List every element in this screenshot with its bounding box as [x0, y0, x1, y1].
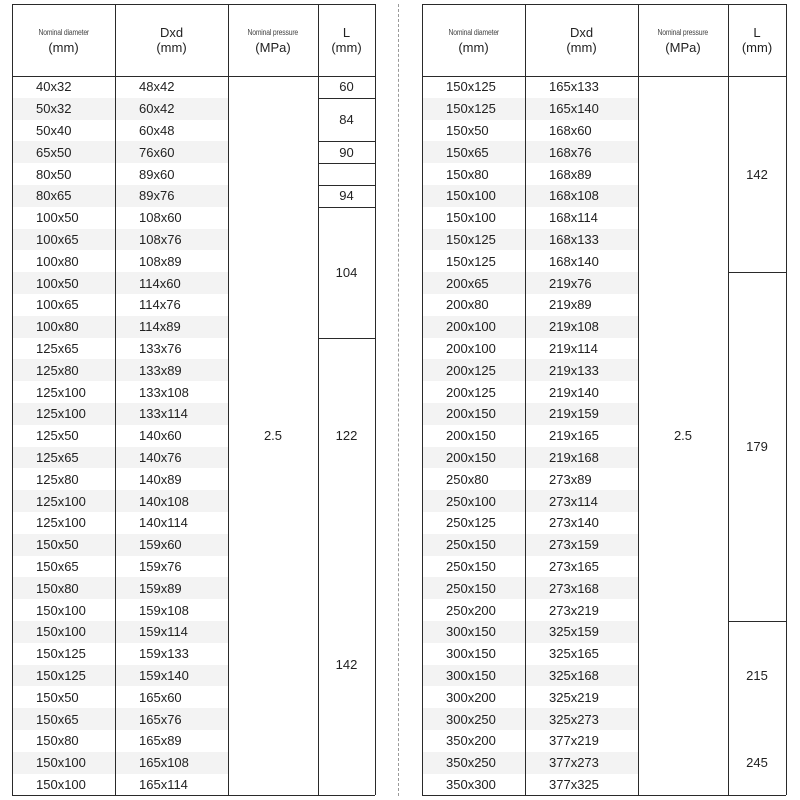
nominal-diameter-cell: 50x32 [36, 101, 72, 117]
header-unit: (mm) [331, 40, 362, 55]
header-unit: (MPa) [255, 40, 291, 55]
nominal-diameter-cell: 125x80 [36, 471, 79, 487]
dxd-cell: 133x114 [139, 406, 188, 422]
dxd-cell: 114x76 [139, 297, 181, 313]
dxd-cell: 168x89 [549, 166, 592, 182]
dxd-cell: 60x42 [139, 101, 175, 117]
dxd-cell: 219x133 [549, 362, 599, 378]
length-cell: 215 [728, 621, 786, 730]
nominal-diameter-cell: 150x65 [36, 558, 79, 574]
header-cell [115, 4, 228, 76]
dxd-cell: 377x273 [549, 755, 599, 771]
dxd-cell: 133x108 [139, 384, 189, 400]
nominal-diameter-cell: 40x32 [36, 79, 72, 95]
nominal-diameter-cell: 250x100 [446, 493, 496, 509]
nominal-diameter-cell: 150x100 [446, 188, 496, 204]
dxd-cell: 165x108 [139, 755, 189, 771]
nominal-diameter-cell: 150x125 [36, 667, 86, 683]
length-cell: 142 [318, 534, 375, 796]
nominal-diameter-cell: 100x50 [36, 210, 79, 226]
length-cell: 60 [318, 76, 375, 98]
nominal-diameter-cell: 100x65 [36, 231, 79, 247]
nominal-diameter-cell: 125x100 [36, 406, 86, 422]
dxd-cell: 168x133 [549, 231, 599, 247]
dxd-cell: 114x89 [139, 319, 181, 335]
dxd-cell: 377x219 [549, 733, 599, 749]
column-border [12, 4, 13, 795]
nominal-diameter-cell: 125x100 [36, 515, 86, 531]
column-border [375, 4, 376, 795]
length-cell: 104 [318, 207, 375, 338]
dxd-cell: 159x114 [139, 624, 188, 640]
dxd-cell: 140x76 [139, 449, 182, 465]
dxd-cell: 325x165 [549, 646, 599, 662]
nominal-diameter-cell: 300x200 [446, 689, 496, 705]
header-label: Nominal diameter [448, 28, 499, 37]
header-unit: (mm) [458, 40, 489, 55]
table-border-bottom [422, 795, 786, 796]
dxd-cell: 108x60 [139, 210, 182, 226]
nominal-diameter-cell: 125x65 [36, 340, 79, 356]
dxd-cell: 140x60 [139, 428, 182, 444]
dxd-cell: 159x108 [139, 602, 189, 618]
column-border [525, 4, 526, 795]
nominal-diameter-cell: 150x100 [446, 210, 496, 226]
group-border [318, 207, 375, 208]
length-cell [318, 163, 375, 185]
header-unit: (mm) [741, 40, 773, 55]
header-label: L [342, 25, 351, 40]
header-cell [318, 4, 375, 76]
nominal-diameter-cell: 200x125 [446, 362, 496, 378]
nominal-diameter-cell: 350x250 [446, 755, 496, 771]
dxd-cell: 273x89 [549, 471, 592, 487]
nominal-diameter-cell: 150x80 [36, 580, 79, 596]
nominal-diameter-cell: 250x200 [446, 602, 496, 618]
nominal-diameter-cell: 150x50 [36, 537, 79, 553]
header-label: Nominal diameter [38, 28, 89, 37]
group-border [728, 621, 786, 622]
group-border [318, 141, 375, 142]
group-border [318, 185, 375, 186]
nominal-diameter-cell: 100x80 [36, 319, 79, 335]
nominal-diameter-cell: 150x125 [446, 231, 496, 247]
table-border-header [422, 76, 786, 77]
nominal-pressure-cell: 2.5 [638, 76, 728, 795]
header-cell [525, 4, 638, 76]
nominal-diameter-cell: 200x125 [446, 384, 496, 400]
dxd-cell: 140x114 [139, 515, 188, 531]
nominal-diameter-cell: 150x125 [36, 646, 86, 662]
dxd-cell: 165x60 [139, 689, 182, 705]
dxd-cell: 377x325 [549, 776, 599, 792]
dxd-cell: 273x114 [549, 493, 598, 509]
nominal-diameter-cell: 100x50 [36, 275, 79, 291]
dxd-cell: 219x108 [549, 319, 599, 335]
column-border [115, 4, 116, 795]
dxd-cell: 273x219 [549, 602, 599, 618]
header-label: Nominal pressure [247, 28, 299, 37]
dxd-cell: 159x89 [139, 580, 182, 596]
header-label: L [753, 25, 761, 40]
dxd-cell: 159x140 [139, 667, 189, 683]
length-cell: 142 [728, 76, 786, 272]
dxd-cell: 168x140 [549, 253, 599, 269]
dxd-cell: 219x114 [549, 340, 598, 356]
nominal-diameter-cell: 350x300 [446, 776, 496, 792]
nominal-diameter-cell: 80x65 [36, 188, 72, 204]
nominal-diameter-cell: 125x65 [36, 449, 79, 465]
dxd-cell: 165x114 [139, 776, 188, 792]
nominal-diameter-cell: 250x150 [446, 580, 496, 596]
nominal-diameter-cell: 100x80 [36, 253, 79, 269]
dxd-cell: 219x159 [549, 406, 599, 422]
nominal-diameter-cell: 150x125 [446, 253, 496, 269]
nominal-pressure-cell: 2.5 [228, 76, 318, 795]
dxd-cell: 165x89 [139, 733, 182, 749]
dxd-cell: 159x76 [139, 558, 182, 574]
dxd-cell: 219x165 [549, 428, 599, 444]
dxd-cell: 168x108 [549, 188, 599, 204]
dxd-cell: 133x76 [139, 340, 182, 356]
dxd-cell: 89x76 [139, 188, 175, 204]
nominal-diameter-cell: 300x150 [446, 646, 496, 662]
dxd-cell: 273x159 [549, 537, 599, 553]
header-cell [638, 4, 728, 76]
nominal-diameter-cell: 250x80 [446, 471, 489, 487]
length-cell: 179 [728, 272, 786, 621]
nominal-diameter-cell: 150x80 [446, 166, 489, 182]
header-cell [422, 4, 525, 76]
header-label: Dxd [569, 25, 594, 40]
nominal-diameter-cell: 125x80 [36, 362, 79, 378]
dxd-cell: 165x140 [549, 101, 599, 117]
nominal-diameter-cell: 150x50 [36, 689, 79, 705]
nominal-diameter-cell: 150x65 [446, 144, 489, 160]
table-border-header [12, 76, 375, 77]
table-border-top [12, 4, 375, 5]
nominal-diameter-cell: 200x150 [446, 406, 496, 422]
group-border [728, 272, 786, 273]
dxd-cell: 159x133 [139, 646, 189, 662]
nominal-diameter-cell: 125x50 [36, 428, 79, 444]
column-border [728, 4, 729, 795]
nominal-diameter-cell: 50x40 [36, 122, 72, 138]
nominal-diameter-cell: 250x150 [446, 558, 496, 574]
header-unit: (MPa) [665, 40, 701, 55]
nominal-diameter-cell: 150x100 [36, 602, 86, 618]
dxd-cell: 168x76 [549, 144, 592, 160]
header-cell [728, 4, 786, 76]
length-cell: 122 [318, 338, 375, 534]
nominal-diameter-cell: 300x150 [446, 624, 496, 640]
header-label: Dxd [159, 25, 184, 40]
header-label: Nominal pressure [657, 28, 709, 37]
nominal-diameter-cell: 150x125 [446, 79, 496, 95]
length-cell: 94 [318, 185, 375, 207]
dxd-cell: 89x60 [139, 166, 175, 182]
dxd-cell: 325x273 [549, 711, 599, 727]
nominal-diameter-cell: 150x100 [36, 755, 86, 771]
header-unit: (mm) [48, 40, 79, 55]
length-cell: 245 [728, 730, 786, 795]
table-border-bottom [12, 795, 375, 796]
header-unit: (mm) [566, 40, 597, 55]
dxd-cell: 108x76 [139, 231, 182, 247]
nominal-diameter-cell: 150x125 [446, 101, 496, 117]
dxd-cell: 219x140 [549, 384, 599, 400]
dxd-cell: 165x133 [549, 79, 599, 95]
dxd-cell: 219x168 [549, 449, 599, 465]
nominal-diameter-cell: 150x80 [36, 733, 79, 749]
dxd-cell: 159x60 [139, 537, 182, 553]
table-border-top [422, 4, 786, 5]
group-border [318, 338, 375, 339]
dxd-cell: 108x89 [139, 253, 182, 269]
nominal-diameter-cell: 100x65 [36, 297, 79, 313]
dxd-cell: 219x76 [549, 275, 592, 291]
nominal-diameter-cell: 250x150 [446, 537, 496, 553]
nominal-diameter-cell: 200x100 [446, 340, 496, 356]
dxd-cell: 60x48 [139, 122, 175, 138]
nominal-diameter-cell: 200x80 [446, 297, 489, 313]
column-border [786, 4, 787, 795]
dxd-cell: 76x60 [139, 144, 175, 160]
dxd-cell: 168x114 [549, 210, 598, 226]
nominal-diameter-cell: 200x100 [446, 319, 496, 335]
nominal-diameter-cell: 300x150 [446, 667, 496, 683]
nominal-diameter-cell: 125x100 [36, 384, 86, 400]
length-cell: 84 [318, 98, 375, 142]
column-border [422, 4, 423, 795]
table-divider [398, 4, 399, 796]
dxd-cell: 133x89 [139, 362, 182, 378]
nominal-diameter-cell: 150x50 [446, 122, 489, 138]
header-cell [228, 4, 318, 76]
dxd-cell: 273x140 [549, 515, 599, 531]
dxd-cell: 140x108 [139, 493, 189, 509]
nominal-diameter-cell: 150x65 [36, 711, 79, 727]
group-border [318, 98, 375, 99]
nominal-diameter-cell: 200x150 [446, 428, 496, 444]
dxd-cell: 165x76 [139, 711, 182, 727]
dxd-cell: 273x168 [549, 580, 599, 596]
nominal-diameter-cell: 200x150 [446, 449, 496, 465]
dxd-cell: 140x89 [139, 471, 182, 487]
header-unit: (mm) [156, 40, 187, 55]
nominal-diameter-cell: 250x125 [446, 515, 496, 531]
nominal-diameter-cell: 350x200 [446, 733, 496, 749]
nominal-diameter-cell: 300x250 [446, 711, 496, 727]
nominal-diameter-cell: 125x100 [36, 493, 86, 509]
dxd-cell: 325x159 [549, 624, 599, 640]
nominal-diameter-cell: 80x50 [36, 166, 72, 182]
column-border [638, 4, 639, 795]
dxd-cell: 48x42 [139, 79, 175, 95]
column-border [228, 4, 229, 795]
length-cell: 90 [318, 141, 375, 163]
dxd-cell: 219x89 [549, 297, 592, 313]
header-cell [12, 4, 115, 76]
dxd-cell: 325x219 [549, 689, 599, 705]
dxd-cell: 114x60 [139, 275, 181, 291]
nominal-diameter-cell: 200x65 [446, 275, 489, 291]
dxd-cell: 325x168 [549, 667, 599, 683]
column-border [318, 4, 319, 795]
nominal-diameter-cell: 150x100 [36, 624, 86, 640]
nominal-diameter-cell: 65x50 [36, 144, 72, 160]
dxd-cell: 273x165 [549, 558, 599, 574]
nominal-diameter-cell: 150x100 [36, 776, 86, 792]
dxd-cell: 168x60 [549, 122, 592, 138]
